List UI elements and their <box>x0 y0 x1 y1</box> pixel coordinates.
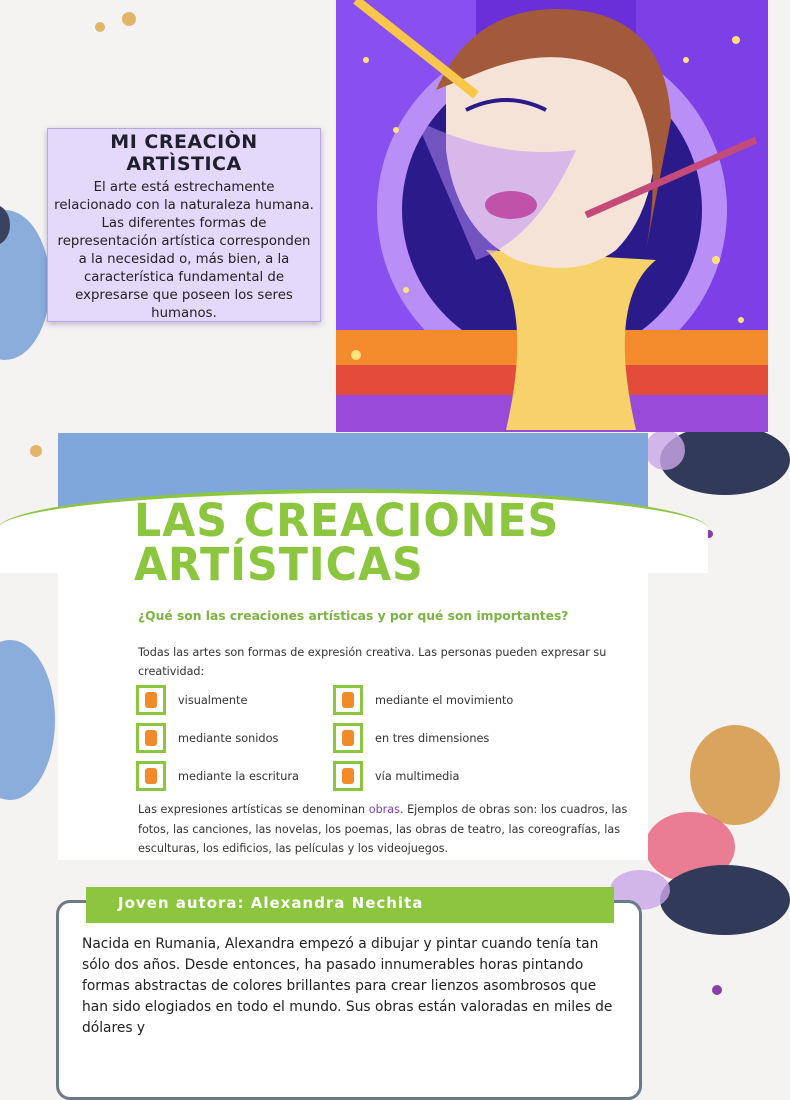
painter-icon <box>136 685 166 715</box>
decor-speck <box>122 12 136 26</box>
portrait-art <box>336 0 768 432</box>
worksheet-intro: Todas las artes son formas de expresión creativa. Las personas pueden expresar su creatividad: <box>138 646 607 678</box>
worksheet-title <box>134 494 609 591</box>
decor-speck <box>95 22 105 32</box>
item-label: mediante la escritura <box>178 769 299 783</box>
item-tres-dimensiones <box>333 723 489 753</box>
author-heading: Joven autora: Alexandra Nechita <box>118 894 424 912</box>
obras-text-before: Las expresiones artísticas se denominan <box>138 803 369 816</box>
worksheet-creaciones <box>58 433 648 860</box>
worksheet-title-line2: ARTÍSTICAS <box>134 538 424 591</box>
decor-blob-gold-right <box>690 725 780 825</box>
item-label: mediante sonidos <box>178 731 279 745</box>
item-label: en tres dimensiones <box>375 731 490 745</box>
item-label: vía multimedia <box>375 769 460 783</box>
item-multimedia <box>333 761 459 791</box>
worksheet-question: ¿Qué son las creaciones artísticas y por qué son importantes? <box>138 609 569 623</box>
decor-blob-navy-right-bottom <box>660 865 790 935</box>
sculptor-icon <box>333 723 363 753</box>
item-label: visualmente <box>178 693 248 707</box>
decor-speck <box>712 985 722 995</box>
author-panel <box>56 868 644 1036</box>
obras-text-after: . Ejemplos de obras son: los cuadros, las fotos, las canciones, las novelas, los poemas, las obras de teatro, las coreografías, las esculturas, los edificios, las películas y los videojuegos. <box>138 803 628 855</box>
decor-speck <box>30 445 42 457</box>
intro-box <box>47 128 321 322</box>
item-visualmente <box>136 685 247 715</box>
multimedia-icon <box>333 761 363 791</box>
item-movimiento <box>333 685 513 715</box>
obras-highlight: obras <box>368 803 400 816</box>
intro-text: El arte está estrechamente relacionado con la naturaleza humana. Las diferentes formas de representación artística corresponden a la necesidad o, más bien, a la característica fundamental de expresarse que poseen los seres humanos. <box>54 180 314 321</box>
author-heading-bar <box>86 887 614 923</box>
decor-blob-lavender-right-mid <box>645 430 685 470</box>
decor-blob-blue-left-bottom <box>0 640 55 800</box>
item-escritura <box>136 761 299 791</box>
worksheet-obras-paragraph <box>138 800 638 859</box>
musician-icon <box>136 723 166 753</box>
author-text: Nacida en Rumania, Alexandra empezó a dibujar y pintar cuando tenía tan sólo dos años. Desde entonces, ha pasado innumerables horas pintando formas abstractas de colores brillantes para crear lienzos asombrosos que han sido elogiados en todo el mundo. Sus obras están valoradas en miles de dólares y <box>82 936 613 1036</box>
item-sonidos <box>136 723 278 753</box>
worksheet-title-line1: LAS CREACIONES <box>134 494 560 547</box>
dancer-icon <box>333 685 363 715</box>
portrait-illustration <box>336 0 768 432</box>
intro-title: MI CREACIÒN ARTÌSTICA <box>110 131 258 175</box>
item-label: mediante el movimiento <box>375 693 514 707</box>
writer-icon <box>136 761 166 791</box>
